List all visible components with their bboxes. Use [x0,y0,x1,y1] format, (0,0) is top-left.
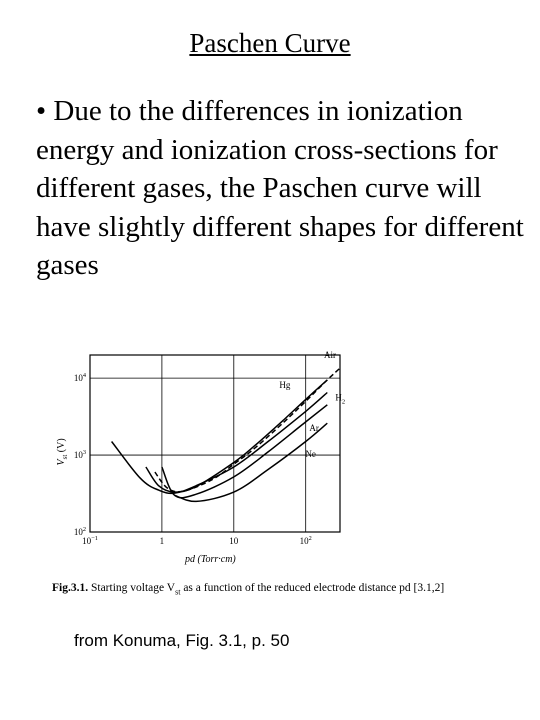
series-line-ar [162,405,327,498]
curve-label-air: Air [324,350,336,361]
series-line-h2 [112,393,328,494]
curve-label-ne: Ne [305,449,316,460]
x-tick-label: $10^{-1}$ [82,535,98,546]
slide-title: Paschen Curve [189,28,351,58]
x-tick-label: 1 [159,536,165,546]
tick-labels [74,372,312,546]
figure-caption-text: Starting voltage V [90,582,176,594]
y-tick-label: $10^4$ [73,372,86,384]
curve-label-h2: $H_2$ [335,392,346,406]
x-tick-label: $10^2$ [299,535,312,546]
figure-caption-rest: as a function of the reduced electrode distance pd [3.1,2] [180,582,445,594]
curve-labels [279,350,345,459]
bullet-text: • Due to the differences in ionization energy and ionization cross-sections for different gases, the Paschen curve will have slightly different shapes for different gases [36,95,524,281]
y-tick-label: $10^3$ [73,449,86,461]
x-tick-label: 10 [229,536,239,546]
y-tick-label: $10^2$ [73,526,86,537]
figure-caption-prefix: Fig.3.1. [52,582,89,594]
x-axis-label: pd (Torr·cm) [185,554,236,565]
series-line-ne [175,423,328,501]
y-axis-label: $V_{st}$ (V) [56,438,69,466]
curve-label-hg: Hg [279,379,291,390]
paschen-chart [50,340,350,570]
figure-caption [52,582,522,596]
figure-caption-sub: st [175,587,181,597]
curve-label-ar: Ar [309,422,319,433]
source-note: from Konuma, Fig. 3.1, p. 50 [74,631,290,650]
